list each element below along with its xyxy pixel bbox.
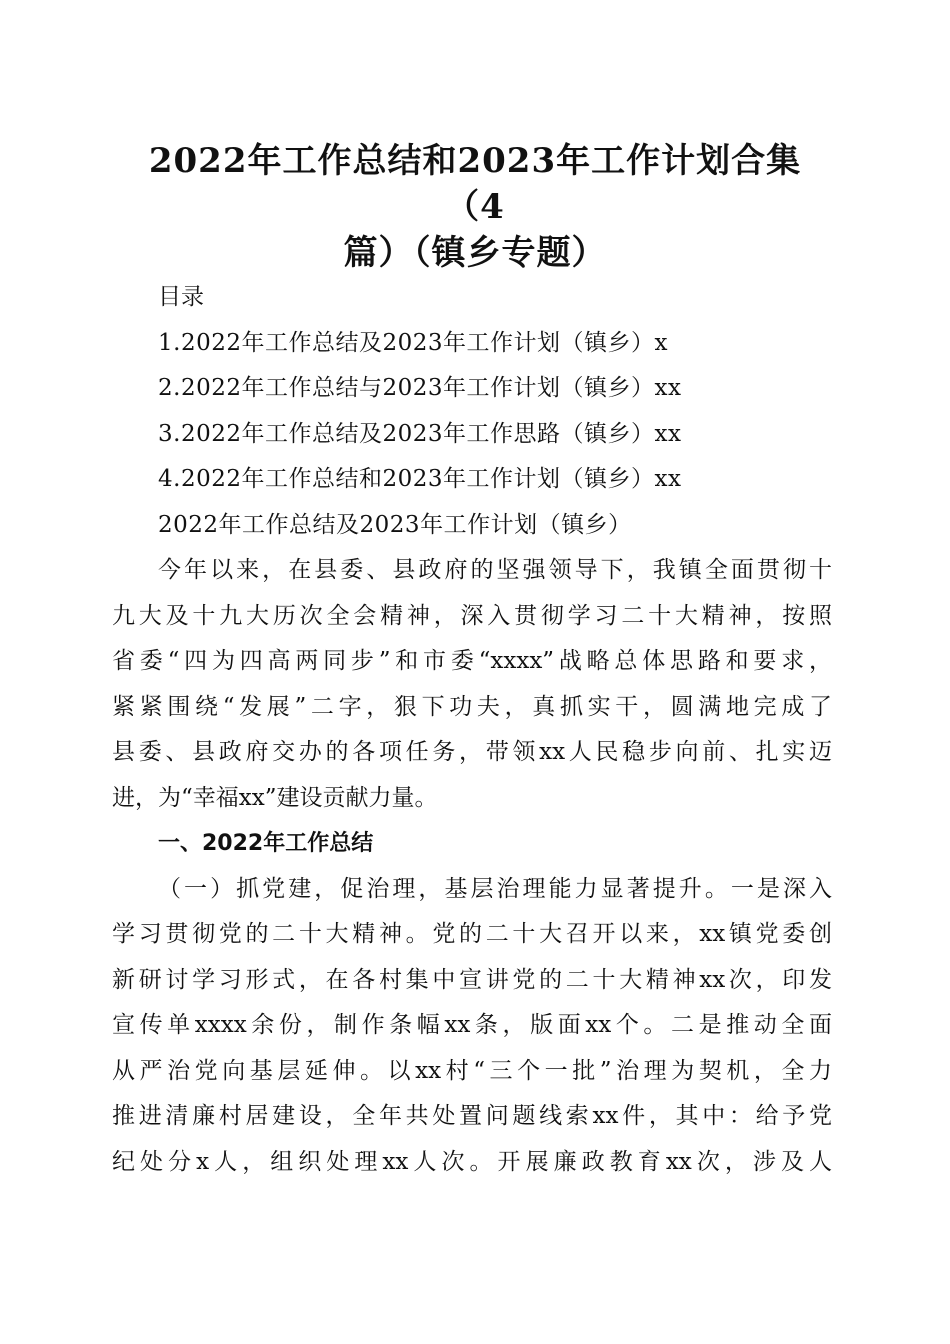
section-line: 宣传单xxxx余份，制作条幅xx条，版面xx个。二是推动全面 bbox=[112, 1012, 832, 1038]
toc-item-3: 3.2022年工作总结及2023年工作思路（镇乡）xx bbox=[158, 420, 682, 447]
section-line: 从严治党向基层延伸。以xx村“三个一批”治理为契机，全力 bbox=[112, 1057, 832, 1084]
document-title-line-1: 2022年工作总结和2023年工作计划合集（4 bbox=[148, 141, 802, 227]
intro-line: 紧紧围绕“发展”二字，狠下功夫，真抓实干，圆满地完成了 bbox=[112, 693, 832, 720]
section-heading: 一、2022年工作总结 bbox=[158, 831, 374, 856]
section-line: 新研讨学习形式，在各村集中宣讲党的二十大精神xx次，印发 bbox=[112, 966, 832, 993]
intro-line: 今年以来，在县委、县政府的坚强领导下，我镇全面贯彻十 bbox=[158, 557, 832, 583]
toc-item-4: 4.2022年工作总结和2023年工作计划（镇乡）xx bbox=[158, 466, 682, 492]
section-line: 学习贯彻党的二十大精神。党的二十大召开以来，xx镇党委创 bbox=[112, 921, 832, 947]
article-title: 2022年工作总结及2023年工作计划（镇乡） bbox=[158, 511, 632, 538]
toc-item-2: 2.2022年工作总结与2023年工作计划（镇乡）xx bbox=[158, 375, 682, 401]
document-title bbox=[120, 138, 830, 276]
toc-item-1: 1.2022年工作总结及2023年工作计划（镇乡）x bbox=[158, 329, 668, 356]
toc-heading: 目录 bbox=[158, 284, 204, 310]
intro-line: 县委、县政府交办的各项任务，带领xx人民稳步向前、扎实迈 bbox=[112, 739, 832, 765]
section-line: 推进清廉村居建设，全年共处置问题线索xx件，其中：给予党 bbox=[112, 1103, 832, 1129]
intro-line: 进，为“幸福xx”建设贡献力量。 bbox=[112, 784, 438, 811]
section-1-paragraph bbox=[112, 867, 832, 1186]
document-title-line-2: 篇）（镇乡专题） bbox=[343, 233, 607, 273]
section-line: （一）抓党建，促治理，基层治理能力显著提升。一是深入 bbox=[158, 875, 832, 902]
intro-paragraph bbox=[112, 548, 832, 821]
document-body bbox=[112, 275, 832, 1185]
intro-line: 九大及十九大历次全会精神，深入贯彻学习二十大精神，按照 bbox=[112, 602, 832, 629]
intro-line: 省委“四为四高两同步”和市委“xxxx”战略总体思路和要求， bbox=[112, 648, 832, 674]
section-line: 纪处分x人，组织处理xx人次。开展廉政教育xx次，涉及人 bbox=[112, 1148, 832, 1175]
